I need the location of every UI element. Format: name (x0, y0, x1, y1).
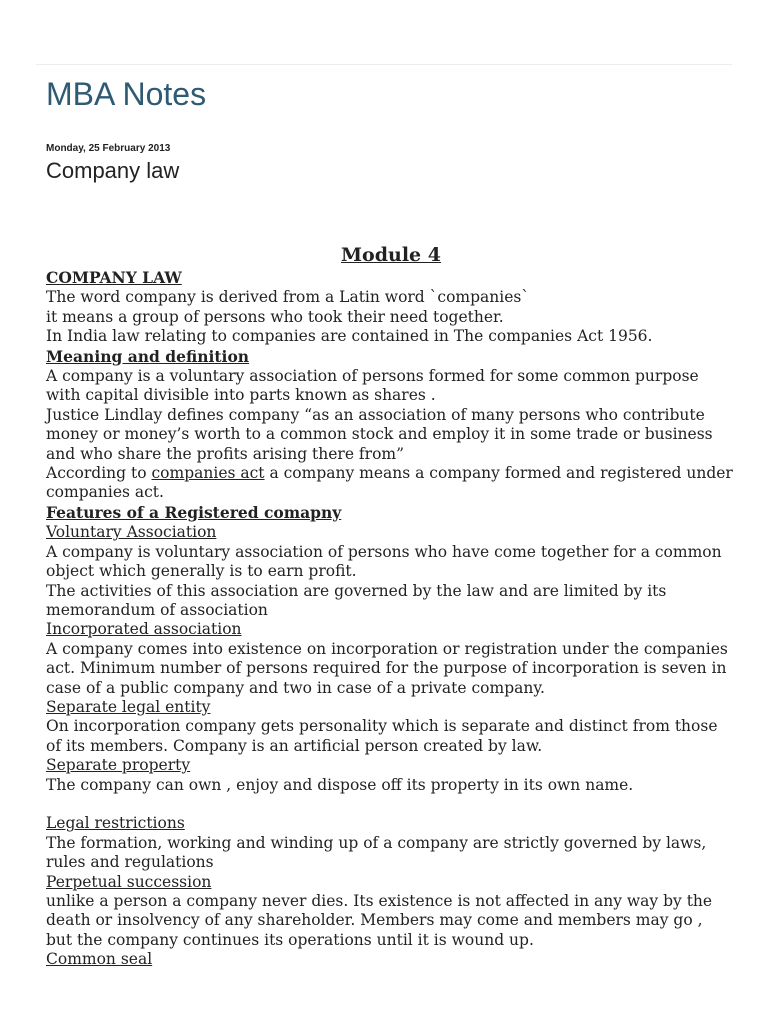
paragraph-line: The activities of this association are governed by the law and are limited by its (46, 581, 667, 600)
post-date: Monday, 25 February 2013 (46, 143, 171, 154)
paragraph-line: companies act. (46, 483, 164, 502)
paragraph-line: with capital divisible into parts known as shares . (46, 386, 436, 405)
incorporated-association-heading: Incorporated association (46, 620, 242, 639)
paragraph-line: money or money’s worth to a common stock and employ it in some trade or business (46, 425, 713, 444)
paragraph-line: On incorporation company gets personality which is separate and distinct from those (46, 717, 718, 736)
post-title: Company law (46, 158, 180, 183)
paragraph-line: The word company is derived from a Latin word `companies` (46, 288, 530, 307)
separate-legal-entity-heading: Separate legal entity (46, 697, 211, 716)
paragraph-line: act. Minimum number of persons required for the purpose of incorporation is seven in (46, 659, 727, 678)
paragraph-line: In India law relating to companies are contained in The companies Act 1956. (46, 327, 653, 346)
paragraph-line: memorandum of association (46, 600, 268, 619)
separate-property-heading: Separate property (46, 756, 191, 775)
company-law-heading: COMPANY LAW (46, 268, 182, 287)
paragraph-line: it means a group of persons who took their need together. (46, 307, 504, 326)
common-seal-heading: Common seal (46, 950, 153, 969)
paragraph-line: of its members. Company is an artificial person created by law. (46, 736, 543, 755)
meaning-heading: Meaning and definition (46, 346, 250, 366)
blog-title[interactable]: MBA Notes (46, 76, 207, 112)
paragraph-line: A company is voluntary association of persons who have come together for a common (46, 542, 722, 561)
paragraph-line: case of a public company and two in case of a private company. (46, 678, 545, 697)
paragraph-line: The formation, working and winding up of a company are strictly governed by laws, (46, 833, 707, 852)
paragraph-line: Justice Lindlay defines company “as an association of many persons who contribute (46, 405, 705, 424)
paragraph-line: and who share the profits arising there from” (46, 444, 405, 463)
paragraph-line (46, 464, 736, 483)
voluntary-association-heading: Voluntary Association (46, 523, 217, 542)
paragraph-line: death or insolvency of any shareholder. Members may come and members may go , (46, 911, 703, 930)
act-prefix: According to (46, 464, 152, 483)
blank-line (46, 795, 736, 814)
paragraph-line: rules and regulations (46, 853, 214, 872)
act-suffix: a company means a company formed and registered under (264, 464, 733, 483)
paragraph-line: but the company continues its operations until it is wound up. (46, 930, 534, 949)
header-divider (36, 64, 732, 65)
companies-act-link[interactable]: companies act (151, 464, 265, 483)
paragraph-line: unlike a person a company never dies. Its existence is not affected in any way by the (46, 891, 713, 910)
paragraph-line: object which generally is to earn profit. (46, 562, 357, 581)
legal-restrictions-heading: Legal restrictions (46, 814, 185, 833)
perpetual-succession-heading: Perpetual succession (46, 872, 212, 891)
module-heading: Module 4 (341, 244, 441, 266)
paragraph-line: The company can own , enjoy and dispose off its property in its own name. (46, 775, 634, 794)
post-body (46, 242, 736, 970)
paragraph-line: A company is a voluntary association of persons formed for some common purpose (46, 367, 699, 386)
features-heading: Features of a Registered comapny (46, 502, 342, 522)
paragraph-line: A company comes into existence on incorporation or registration under the companies (46, 639, 728, 658)
